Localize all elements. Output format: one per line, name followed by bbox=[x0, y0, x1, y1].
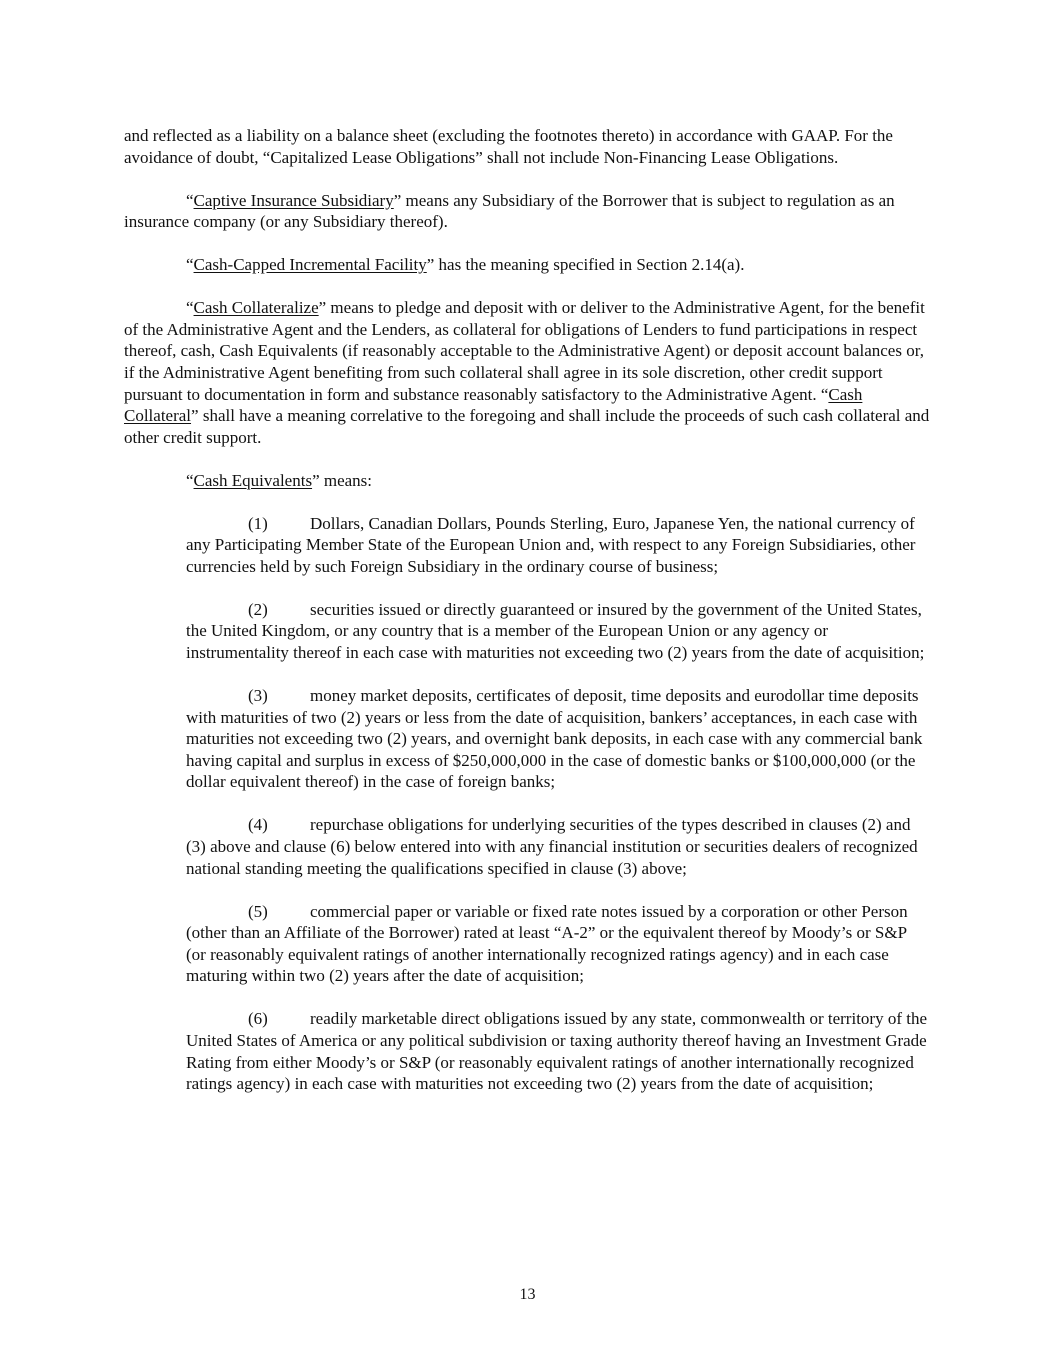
defined-term: Cash-Capped Incremental Facility bbox=[193, 255, 427, 275]
definition-captive-insurance-subsidiary bbox=[124, 190, 930, 233]
clause-number: (1) bbox=[248, 513, 268, 533]
clause-text: readily marketable direct obligations issued by any state, commonwealth or territory of the United States of America or any political subdivision or taxing authority thereof having an Investment Grade Rating from either Moody’s or S&P (or reasonably equivalent ratings of another internationally recognized ratings agency) in each case with maturities not exceeding two (2) years from the date of acquisition; bbox=[186, 1009, 928, 1094]
clause-number: (3) bbox=[248, 686, 268, 706]
defined-term: Captive Insurance Subsidiary bbox=[193, 190, 394, 210]
clause-1 bbox=[186, 513, 930, 578]
clause-number: (6) bbox=[248, 1009, 268, 1029]
clause-text: money market deposits, certificates of deposit, time deposits and eurodollar time deposits with maturities of two (2) years or less from the date of acquisition, bankers’ acceptances, in each case with maturities not exceeding two (2) years, and overnight bank deposits, in each case with any commercial bank having capital and surplus in excess of $250,000,000 in the case of domestic banks or $100,000,000 (or the dollar equivalent thereof) in the case of foreign banks; bbox=[186, 686, 923, 792]
document-body bbox=[124, 125, 930, 1116]
defined-term-secondary: Cash Collateral bbox=[124, 384, 863, 426]
clause-5 bbox=[186, 901, 930, 987]
open-quote: “ bbox=[186, 255, 194, 275]
open-quote: “ bbox=[186, 470, 194, 490]
definition-cash-equivalents bbox=[124, 470, 930, 492]
defined-term: Cash Collateralize bbox=[193, 298, 319, 318]
clause-4 bbox=[186, 814, 930, 879]
clause-text: securities issued or directly guaranteed or insured by the government of the United States, the United Kingdom, or any country that is a member of the European Union or any agency or instrumentality thereof in each case with maturities not exceeding two (2) years from the date of acquisition; bbox=[186, 599, 925, 663]
page-number: 13 bbox=[519, 1286, 536, 1303]
clause-number: (5) bbox=[248, 901, 268, 921]
clause-text: repurchase obligations for underlying securities of the types described in clauses (2) and (3) above and clause (6) below entered into with any financial institution or securities dealers of recognized national standing meeting the qualifications specified in clause (3) above; bbox=[186, 815, 918, 878]
open-quote: “ bbox=[186, 298, 194, 318]
definition-text: ” means: bbox=[312, 470, 373, 490]
open-quote: “ bbox=[186, 190, 194, 210]
clause-text: Dollars, Canadian Dollars, Pounds Sterling, Euro, Japanese Yen, the national currency of any Participating Member State of the European Union and, with respect to any Foreign Subsidiaries, other currencies held by such Foreign Subsidiary in the ordinary course of business; bbox=[186, 513, 916, 576]
definition-cash-collateralize bbox=[124, 297, 930, 448]
clause-number: (4) bbox=[248, 815, 268, 835]
clause-3 bbox=[186, 685, 930, 793]
definition-text-secondary: ” shall have a meaning correlative to the foregoing and shall include the proceeds of such cash collateral and other credit support. bbox=[124, 406, 930, 447]
clause-6 bbox=[186, 1008, 930, 1094]
clause-text: commercial paper or variable or fixed rate notes issued by a corporation or other Person (other than an Affiliate of the Borrower) rated at least “A-2” or the equivalent thereof by Moody’s or S&P (or reasonably equivalent ratings of another internationally recognized ratings agency) and in each case maturing within two (2) years after the date of acquisition; bbox=[186, 901, 908, 986]
continuation-paragraph: and reflected as a liability on a balance sheet (excluding the footnotes thereto) in accordance with GAAP. For the avoidance of doubt, “Capitalized Lease Obligations” shall not include Non-Financing Lease Obligations. bbox=[124, 126, 893, 167]
clause-2 bbox=[186, 599, 930, 664]
definition-text: ” means any Subsidiary of the Borrower that is subject to regulation as an insurance company (or any Subsidiary thereof). bbox=[124, 190, 895, 232]
definition-text: ” means to pledge and deposit with or deliver to the Administrative Agent, for the benefit of the Administrative Agent and the Lenders, as collateral for obligations of Lenders to fund participations in respect thereof, cash, Cash Equivalents (if reasonably acceptable to the Administrative Agent) or deposit account balances or, if the Administrative Agent benefiting from such collateral shall agree in its sole discretion, other credit support pursuant to documentation in form and substance reasonably satisfactory to the Administrative Agent. “ bbox=[124, 298, 925, 404]
definition-cash-capped-incremental-facility bbox=[124, 254, 930, 276]
defined-term: Cash Equivalents bbox=[193, 470, 313, 490]
clause-number: (2) bbox=[248, 599, 268, 619]
definition-text: ” has the meaning specified in Section 2.14(a). bbox=[426, 255, 745, 275]
